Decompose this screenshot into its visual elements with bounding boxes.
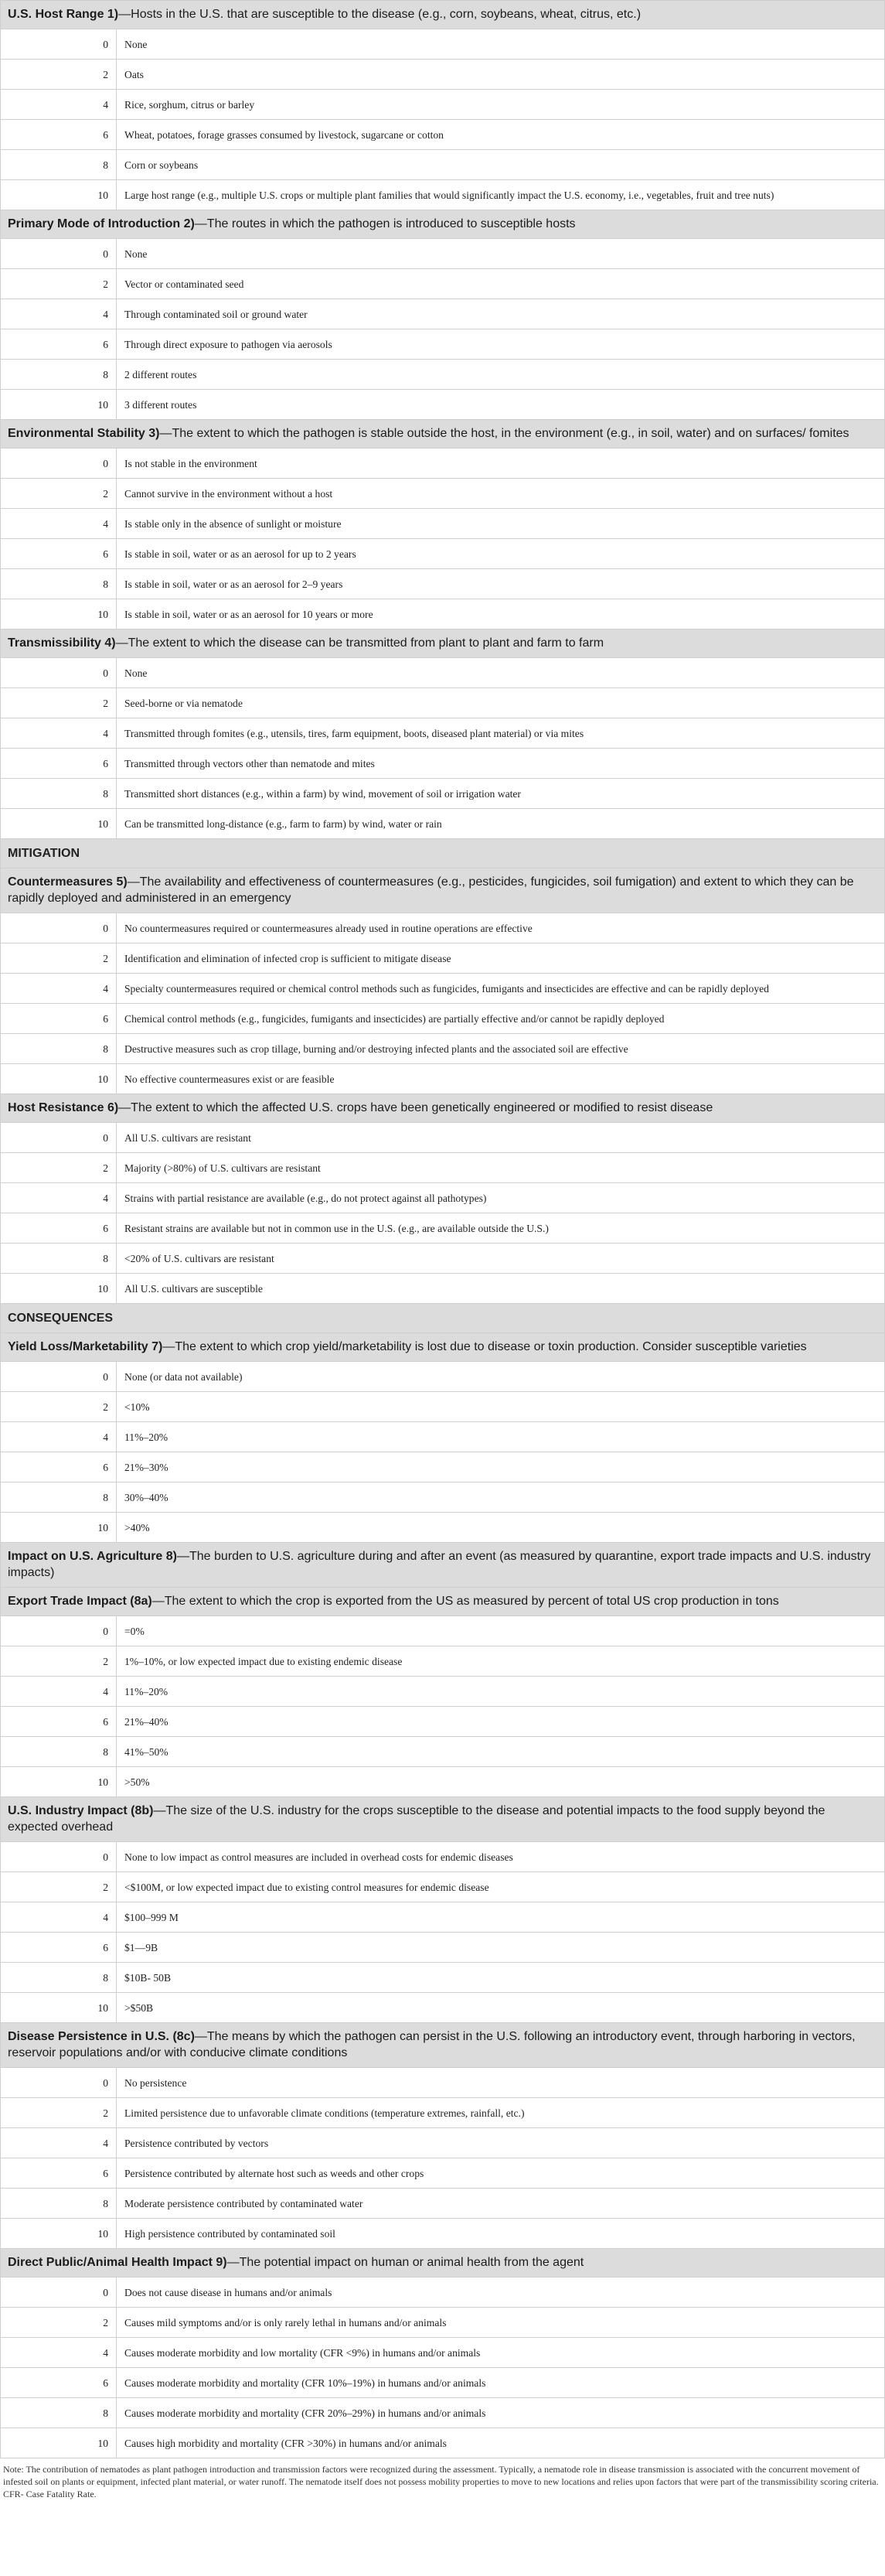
criterion-description: Hosts in the U.S. that are susceptible to the disease (e.g., corn, soybeans, wheat, citrus, etc.) (131, 8, 642, 21)
score-cell: 6 (1, 1452, 117, 1482)
description-cell: No countermeasures required or countermeasures already used in routine operations are effective (117, 913, 885, 943)
table-row (1, 2338, 885, 2368)
table-row (1, 1616, 885, 1646)
description-cell: Destructive measures such as crop tillage, burning and/or destroying infected plants and the associated soil are effective (117, 1034, 885, 1064)
description-cell: Large host range (e.g., multiple U.S. crops or multiple plant families that would significantly impact the U.S. economy, i.e., vegetables, fruit and tree nuts) (117, 180, 885, 210)
table-row (1, 2189, 885, 2219)
table-row (1, 974, 885, 1004)
criterion-header-cell (1, 1797, 885, 1842)
score-cell: 6 (1, 1213, 117, 1244)
score-cell: 6 (1, 1004, 117, 1034)
table-row (1, 1064, 885, 1094)
table-row (1, 449, 885, 479)
description-cell: <$100M, or low expected impact due to existing control measures for endemic disease (117, 1872, 885, 1902)
table-row (1, 688, 885, 718)
criterion-description: The extent to which the disease can be transmitted from plant to plant and farm to farm (128, 636, 604, 650)
criterion-header-cell (1, 420, 885, 449)
score-cell: 10 (1, 2428, 117, 2458)
score-cell: 2 (1, 2308, 117, 2338)
table-row (1, 599, 885, 629)
table-body (1, 1, 885, 2458)
table-row (1, 239, 885, 269)
table-row (1, 1274, 885, 1304)
criterion-description: The extent to which the affected U.S. crops have been genetically engineered or modified to resist disease (131, 1101, 713, 1114)
description-cell: Is not stable in the environment (117, 449, 885, 479)
table-row (1, 1963, 885, 1993)
criterion-title: Export Trade Impact (8a) (8, 1595, 152, 1608)
score-cell: 4 (1, 1183, 117, 1213)
score-cell: 0 (1, 29, 117, 60)
description-cell: Rice, sorghum, citrus or barley (117, 90, 885, 120)
criterion-description: The burden to U.S. agriculture during and after an event (as measured by quarantine, export trade impacts and U.S. industry impacts) (8, 1550, 871, 1579)
criterion-description: The routes in which the pathogen is introduced to susceptible hosts (206, 217, 576, 230)
description-cell: Majority (>80%) of U.S. cultivars are resistant (117, 1153, 885, 1183)
criterion-title: U.S. Host Range 1) (8, 8, 119, 21)
table-row (1, 1933, 885, 1963)
criterion-title: Yield Loss/Marketability 7) (8, 1340, 163, 1353)
table-row (1, 1452, 885, 1482)
table-row (1, 1213, 885, 1244)
table-row (1, 1737, 885, 1767)
score-cell: 4 (1, 1677, 117, 1707)
score-cell: 8 (1, 569, 117, 599)
criterion-description: The availability and effectiveness of countermeasures (e.g., pesticides, fungicides, soil fumigation) and extent to which they can be rapidly deployed and administered in an emergency (8, 875, 854, 905)
criterion-header (1, 420, 885, 449)
criterion-header-cell (1, 1543, 885, 1588)
criterion-header-cell (1, 2249, 885, 2277)
score-cell: 8 (1, 1963, 117, 1993)
table-row (1, 329, 885, 360)
description-cell: Through direct exposure to pathogen via aerosols (117, 329, 885, 360)
score-cell: 0 (1, 658, 117, 688)
score-cell: 2 (1, 1646, 117, 1677)
criterion-header (1, 1, 885, 29)
score-cell: 0 (1, 1616, 117, 1646)
table-row (1, 539, 885, 569)
description-cell: $1—9B (117, 1933, 885, 1963)
table-row (1, 2158, 885, 2189)
description-cell: Seed-borne or via nematode (117, 688, 885, 718)
table-row (1, 1123, 885, 1153)
criterion-title: Countermeasures 5) (8, 875, 128, 889)
description-cell: Resistant strains are available but not in common use in the U.S. (e.g., are available outside the U.S.) (117, 1213, 885, 1244)
table-row (1, 1482, 885, 1513)
score-cell: 2 (1, 269, 117, 299)
description-cell: >$50B (117, 1993, 885, 2023)
group-title: MITIGATION (1, 839, 885, 868)
description-cell: No effective countermeasures exist or are feasible (117, 1064, 885, 1094)
score-cell: 8 (1, 150, 117, 180)
description-cell: 21%–30% (117, 1452, 885, 1482)
description-cell: >50% (117, 1767, 885, 1797)
table-row (1, 1004, 885, 1034)
table-row (1, 1767, 885, 1797)
title-separator: — (153, 1804, 166, 1817)
description-cell: Wheat, potatoes, forage grasses consumed by livestock, sugarcane or cotton (117, 120, 885, 150)
score-cell: 6 (1, 329, 117, 360)
criterion-description: The extent to which crop yield/marketability is lost due to disease or toxin production. Consider susceptible varieties (175, 1340, 807, 1353)
score-cell: 8 (1, 1034, 117, 1064)
criterion-title: U.S. Industry Impact (8b) (8, 1804, 154, 1817)
title-separator: — (177, 1550, 189, 1563)
description-cell: All U.S. cultivars are resistant (117, 1123, 885, 1153)
criterion-header-cell (1, 1, 885, 29)
table-row (1, 120, 885, 150)
description-cell: 41%–50% (117, 1737, 885, 1767)
description-cell: $10B- 50B (117, 1963, 885, 1993)
table-row (1, 779, 885, 809)
table-row (1, 150, 885, 180)
table-row (1, 390, 885, 420)
criterion-title: Environmental Stability 3) (8, 427, 160, 440)
criterion-title: Direct Public/Animal Health Impact 9) (8, 2256, 227, 2269)
description-cell: Causes mild symptoms and/or is only rarely lethal in humans and/or animals (117, 2308, 885, 2338)
table-row (1, 479, 885, 509)
criterion-header-cell (1, 868, 885, 913)
score-cell: 2 (1, 1872, 117, 1902)
score-cell: 0 (1, 2277, 117, 2308)
score-cell: 6 (1, 2158, 117, 2189)
description-cell: Moderate persistence contributed by contaminated water (117, 2189, 885, 2219)
criterion-header-cell (1, 629, 885, 658)
score-cell: 0 (1, 2068, 117, 2098)
description-cell: >40% (117, 1513, 885, 1543)
table-row (1, 2398, 885, 2428)
criterion-header (1, 629, 885, 658)
title-separator: — (118, 1101, 131, 1114)
score-cell: 10 (1, 1767, 117, 1797)
score-cell: 10 (1, 809, 117, 839)
table-row (1, 1153, 885, 1183)
score-cell: 2 (1, 2098, 117, 2128)
criterion-title: Host Resistance 6) (8, 1101, 119, 1114)
description-cell: 11%–20% (117, 1422, 885, 1452)
description-cell: Persistence contributed by vectors (117, 2128, 885, 2158)
title-separator: — (118, 8, 131, 21)
description-cell: Transmitted through vectors other than nematode and mites (117, 749, 885, 779)
score-cell: 10 (1, 599, 117, 629)
score-cell: 2 (1, 943, 117, 974)
table-row (1, 1993, 885, 2023)
title-separator: — (194, 2030, 207, 2043)
criterion-header (1, 1797, 885, 1842)
score-cell: 8 (1, 360, 117, 390)
table-row (1, 1392, 885, 1422)
score-cell: 8 (1, 779, 117, 809)
criterion-description: The extent to which the crop is exported from the US as measured by percent of total US crop production in tons (164, 1595, 779, 1608)
score-cell: 4 (1, 974, 117, 1004)
description-cell: 1%–10%, or low expected impact due to existing endemic disease (117, 1646, 885, 1677)
table-row (1, 2098, 885, 2128)
score-cell: 8 (1, 1244, 117, 1274)
group-header-consequences (1, 1304, 885, 1333)
description-cell: Is stable in soil, water or as an aerosol for 10 years or more (117, 599, 885, 629)
description-cell: Does not cause disease in humans and/or animals (117, 2277, 885, 2308)
table-row (1, 1513, 885, 1543)
description-cell: Chemical control methods (e.g., fungicides, fumigants and insecticides) are partially effective and/or cannot be rapidly deployed (117, 1004, 885, 1034)
description-cell: None (117, 658, 885, 688)
score-cell: 4 (1, 90, 117, 120)
score-cell: 4 (1, 718, 117, 749)
title-separator: — (115, 636, 128, 650)
table-row (1, 2277, 885, 2308)
score-cell: 6 (1, 1933, 117, 1963)
table-row (1, 943, 885, 974)
description-cell: Identification and elimination of infected crop is sufficient to mitigate disease (117, 943, 885, 974)
score-cell: 6 (1, 120, 117, 150)
table-row (1, 1422, 885, 1452)
description-cell: Specialty countermeasures required or chemical control methods such as fungicides, fumigants and insecticides are effective and can be rapidly deployed (117, 974, 885, 1004)
criterion-header (1, 1588, 885, 1616)
description-cell: Transmitted short distances (e.g., within a farm) by wind, movement of soil or irrigation water (117, 779, 885, 809)
description-cell: Through contaminated soil or ground water (117, 299, 885, 329)
score-cell: 6 (1, 1707, 117, 1737)
table-row (1, 180, 885, 210)
table-row (1, 60, 885, 90)
criterion-title: Disease Persistence in U.S. (8c) (8, 2030, 195, 2043)
score-cell: 10 (1, 2219, 117, 2249)
description-cell: <10% (117, 1392, 885, 1422)
table-row (1, 1034, 885, 1064)
criterion-header-cell (1, 1588, 885, 1616)
score-cell: 4 (1, 2338, 117, 2368)
score-cell: 10 (1, 1993, 117, 2023)
criterion-title: Primary Mode of Introduction 2) (8, 217, 195, 230)
table-row (1, 1646, 885, 1677)
table-row (1, 360, 885, 390)
description-cell: Oats (117, 60, 885, 90)
description-cell: None (117, 239, 885, 269)
score-cell: 0 (1, 1123, 117, 1153)
title-separator: — (226, 2256, 240, 2269)
score-cell: 10 (1, 180, 117, 210)
criterion-description: The potential impact on human or animal health from the agent (239, 2256, 584, 2269)
description-cell: =0% (117, 1616, 885, 1646)
criterion-header-cell (1, 1333, 885, 1362)
table-row (1, 2068, 885, 2098)
title-separator: — (162, 1340, 175, 1353)
description-cell: Is stable in soil, water or as an aerosol for 2–9 years (117, 569, 885, 599)
description-cell: All U.S. cultivars are susceptible (117, 1274, 885, 1304)
group-header-mitigation (1, 839, 885, 868)
description-cell: None to low impact as control measures are included in overhead costs for endemic diseases (117, 1842, 885, 1872)
score-cell: 6 (1, 539, 117, 569)
table-row (1, 809, 885, 839)
score-cell: 4 (1, 1902, 117, 1933)
description-cell: Corn or soybeans (117, 150, 885, 180)
table-row (1, 1244, 885, 1274)
score-cell: 10 (1, 390, 117, 420)
score-cell: 2 (1, 479, 117, 509)
criterion-header (1, 1094, 885, 1123)
criterion-title: Impact on U.S. Agriculture 8) (8, 1550, 177, 1563)
score-cell: 0 (1, 1842, 117, 1872)
score-cell: 2 (1, 688, 117, 718)
score-cell: 4 (1, 299, 117, 329)
description-cell: 30%–40% (117, 1482, 885, 1513)
score-cell: 4 (1, 509, 117, 539)
description-cell: $100–999 M (117, 1902, 885, 1933)
score-cell: 10 (1, 1064, 117, 1094)
description-cell: High persistence contributed by contaminated soil (117, 2219, 885, 2249)
score-cell: 4 (1, 1422, 117, 1452)
table-row (1, 299, 885, 329)
criterion-header (1, 2023, 885, 2068)
score-cell: 0 (1, 239, 117, 269)
description-cell: Causes moderate morbidity and mortality (CFR 10%–19%) in humans and/or animals (117, 2368, 885, 2398)
score-cell: 0 (1, 913, 117, 943)
description-cell: Causes moderate morbidity and low mortality (CFR <9%) in humans and/or animals (117, 2338, 885, 2368)
table-row (1, 913, 885, 943)
score-cell: 8 (1, 1482, 117, 1513)
description-cell: Causes moderate morbidity and mortality (CFR 20%–29%) in humans and/or animals (117, 2398, 885, 2428)
table-row (1, 29, 885, 60)
table-row (1, 718, 885, 749)
table-row (1, 1842, 885, 1872)
criterion-header-cell (1, 210, 885, 239)
score-cell: 0 (1, 1362, 117, 1392)
score-cell: 2 (1, 1392, 117, 1422)
score-cell: 4 (1, 2128, 117, 2158)
table-row (1, 90, 885, 120)
description-cell: Persistence contributed by alternate host such as weeds and other crops (117, 2158, 885, 2189)
table-row (1, 569, 885, 599)
table-row (1, 658, 885, 688)
score-cell: 2 (1, 60, 117, 90)
table-row (1, 269, 885, 299)
description-cell: Limited persistence due to unfavorable climate conditions (temperature extremes, rainfall, etc.) (117, 2098, 885, 2128)
description-cell: Cannot survive in the environment without a host (117, 479, 885, 509)
table-row (1, 1902, 885, 1933)
description-cell: None (117, 29, 885, 60)
description-cell: 3 different routes (117, 390, 885, 420)
criterion-header (1, 210, 885, 239)
criterion-header (1, 1543, 885, 1588)
criterion-header-cell (1, 1094, 885, 1123)
table-row (1, 1707, 885, 1737)
description-cell: Is stable in soil, water or as an aerosol for up to 2 years (117, 539, 885, 569)
criterion-description: The size of the U.S. industry for the crops susceptible to the disease and potential impacts to the food supply beyond the expected overhead (8, 1804, 825, 1834)
description-cell: Is stable only in the absence of sunlight or moisture (117, 509, 885, 539)
description-cell: No persistence (117, 2068, 885, 2098)
description-cell: 21%–40% (117, 1707, 885, 1737)
score-cell: 6 (1, 2368, 117, 2398)
table-row (1, 2128, 885, 2158)
description-cell: Vector or contaminated seed (117, 269, 885, 299)
title-separator: — (127, 875, 140, 889)
description-cell: Transmitted through fomites (e.g., utensils, tires, farm equipment, boots, diseased plant material) or via mites (117, 718, 885, 749)
criterion-header (1, 2249, 885, 2277)
score-cell: 10 (1, 1513, 117, 1543)
title-separator: — (159, 427, 172, 440)
table-row (1, 1362, 885, 1392)
criterion-description: The extent to which the pathogen is stable outside the host, in the environment (e.g., in soil, water) and on surfaces/ fomites (172, 427, 849, 440)
criterion-header-cell (1, 2023, 885, 2068)
description-cell: 2 different routes (117, 360, 885, 390)
criterion-header (1, 1333, 885, 1362)
table-row (1, 1183, 885, 1213)
table-note: Note: The contribution of nematodes as plant pathogen introduction and transmission factors were recognized during the assessment. Typically, a nematode role in disease transmission is associated with the concurrent movement of infested soil on plants or equipment, infected plant material, or water runoff. The nematode itself does not possess mobility properties to move to new locations and relies upon factors that were part of the transmissibility scoring criteria. CFR- Case Fatality Rate. (3, 2464, 879, 2499)
score-cell: 0 (1, 449, 117, 479)
description-cell: Strains with partial resistance are available (e.g., do not protect against all pathotypes) (117, 1183, 885, 1213)
score-cell: 8 (1, 2189, 117, 2219)
criterion-description: The means by which the pathogen can persist in the U.S. following an introductory event, through harboring in vectors, reservoir populations and/or with conducive climate conditions (8, 2030, 856, 2059)
table-row (1, 1677, 885, 1707)
description-cell: Can be transmitted long-distance (e.g., farm to farm) by wind, water or rain (117, 809, 885, 839)
table-row (1, 2219, 885, 2249)
table-row (1, 2368, 885, 2398)
table-row (1, 1872, 885, 1902)
criterion-header (1, 868, 885, 913)
table-row (1, 749, 885, 779)
description-cell: Causes high morbidity and mortality (CFR >30%) in humans and/or animals (117, 2428, 885, 2458)
score-cell: 6 (1, 749, 117, 779)
description-cell: None (or data not available) (117, 1362, 885, 1392)
title-separator: — (194, 217, 207, 230)
title-separator: — (151, 1595, 165, 1608)
description-cell: <20% of U.S. cultivars are resistant (117, 1244, 885, 1274)
score-cell: 8 (1, 2398, 117, 2428)
description-cell: 11%–20% (117, 1677, 885, 1707)
table-row (1, 509, 885, 539)
group-title: CONSEQUENCES (1, 1304, 885, 1333)
criterion-title: Transmissibility 4) (8, 636, 116, 650)
score-cell: 8 (1, 1737, 117, 1767)
score-cell: 2 (1, 1153, 117, 1183)
score-cell: 10 (1, 1274, 117, 1304)
table-row (1, 2308, 885, 2338)
table-row (1, 2428, 885, 2458)
